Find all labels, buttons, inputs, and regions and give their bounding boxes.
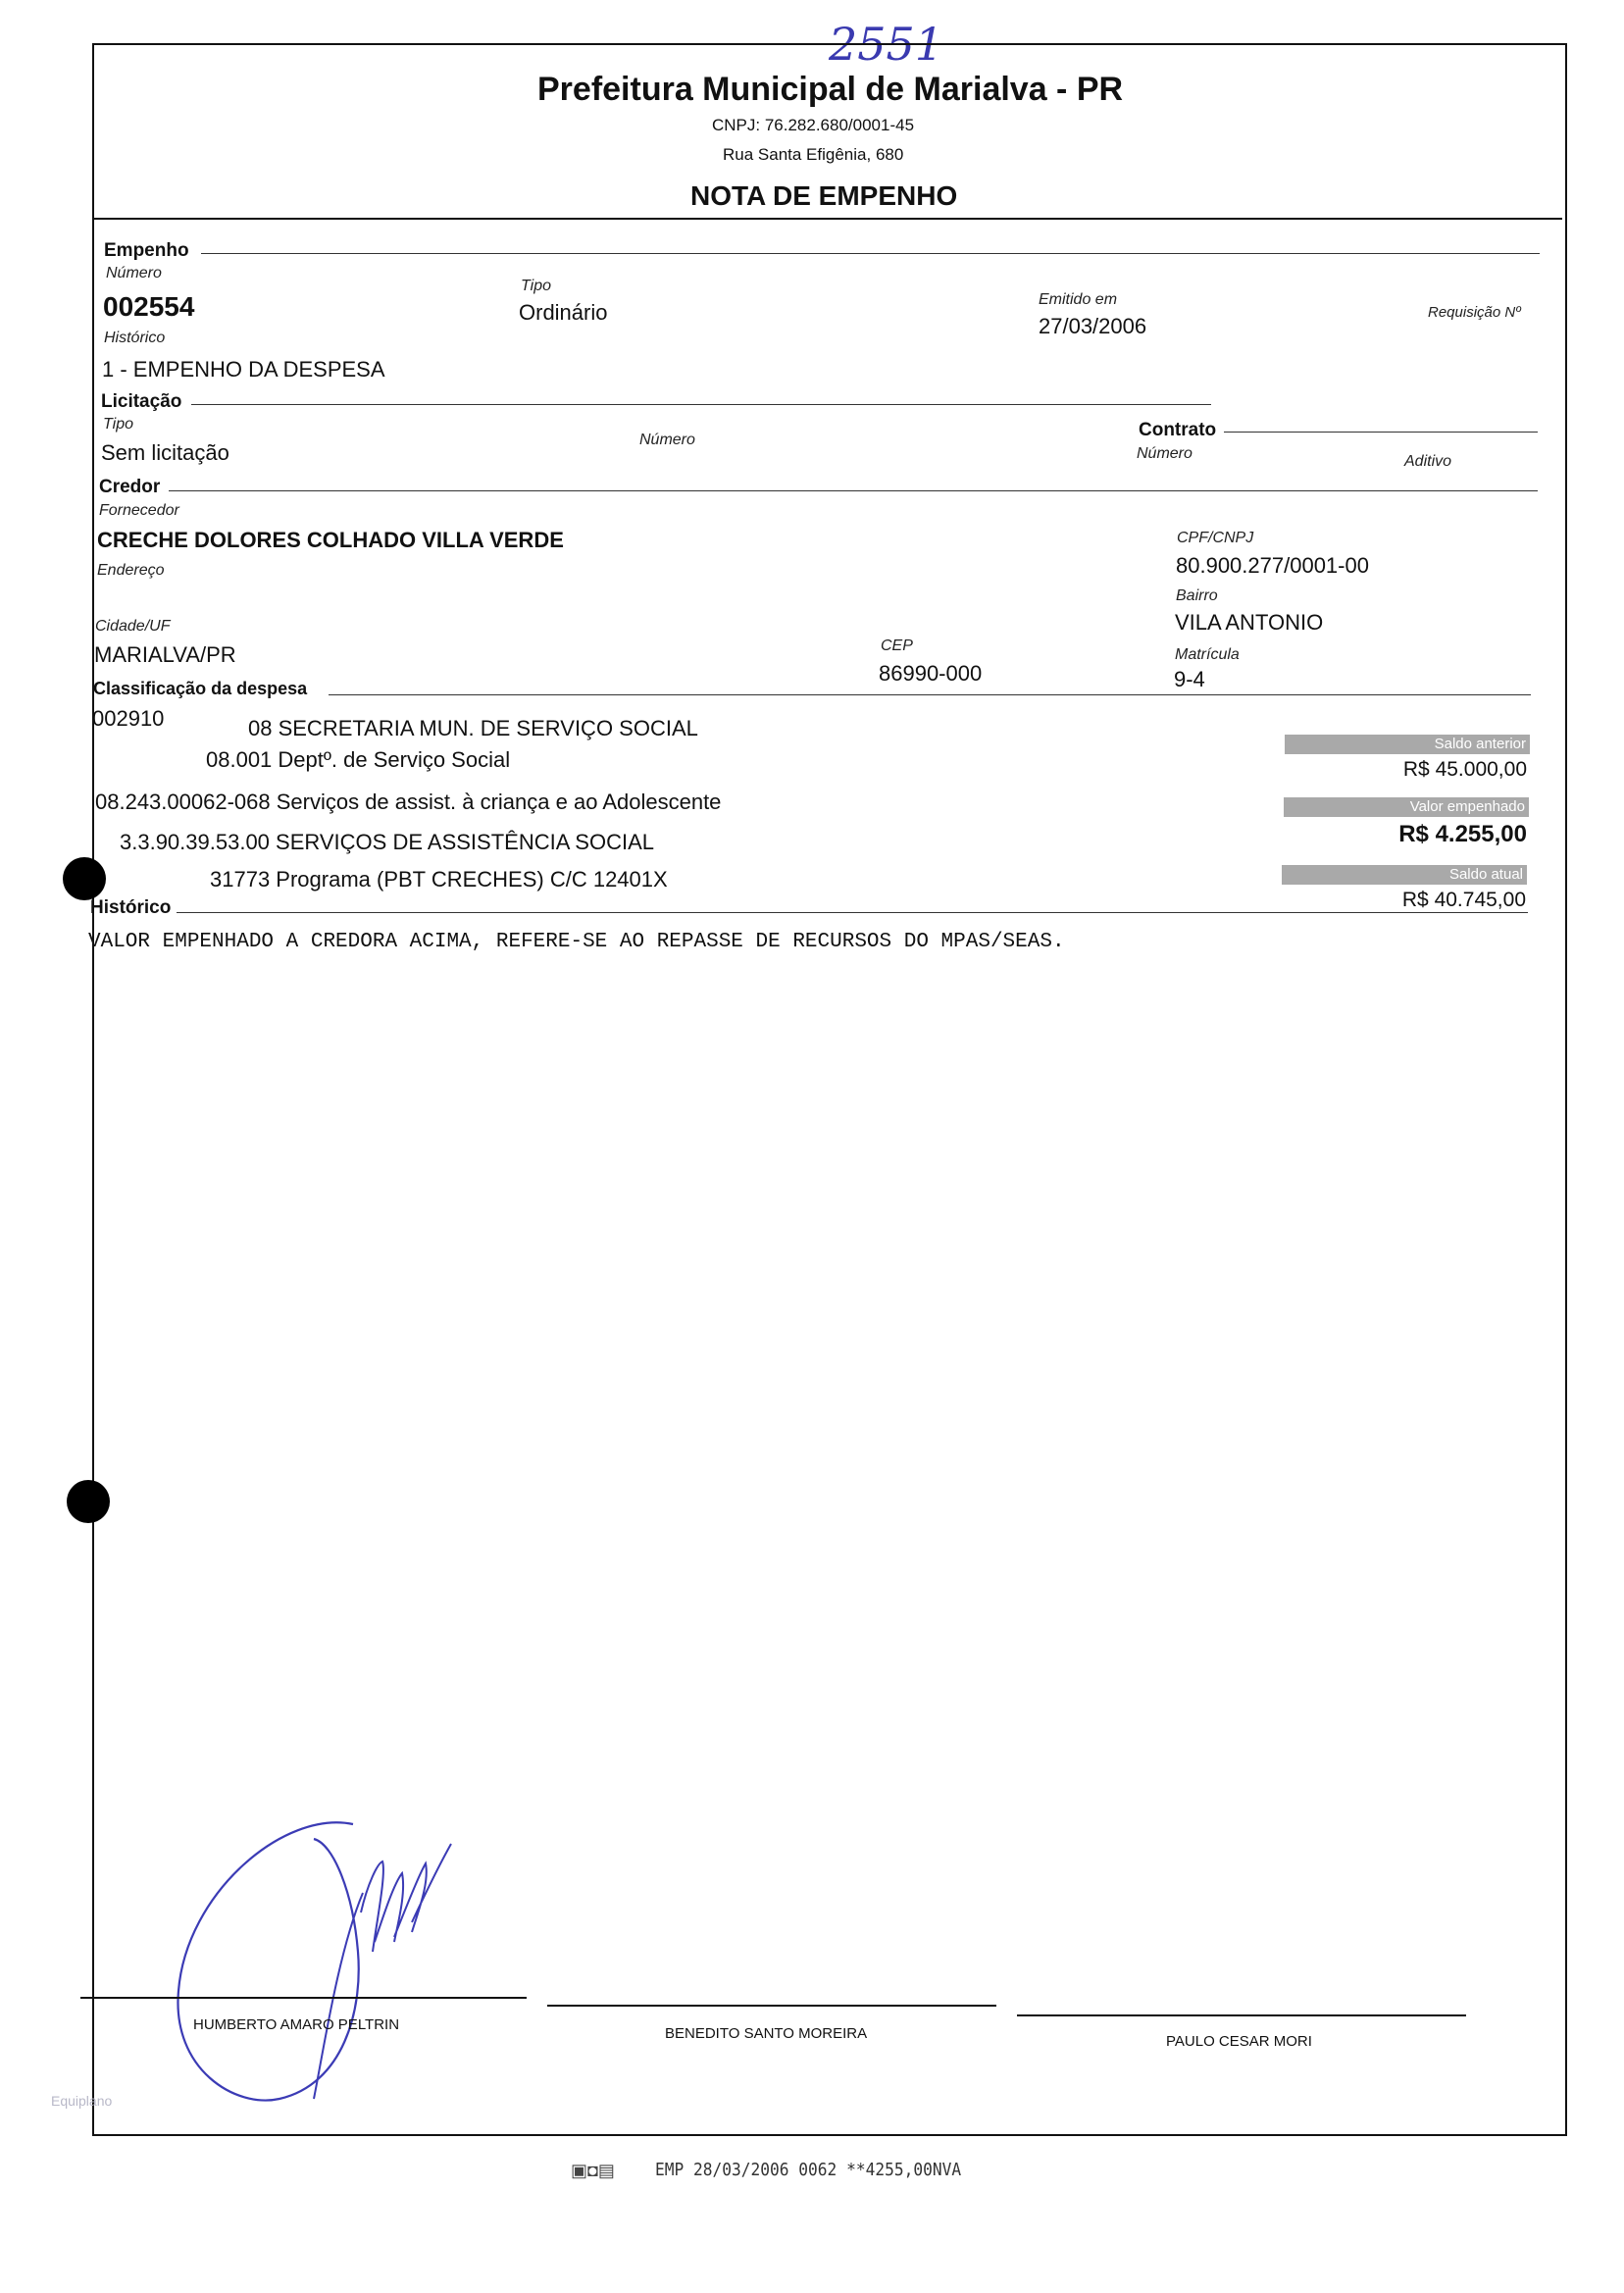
classificacao-line-2: 08.001 Deptº. de Serviço Social: [206, 747, 511, 772]
bairro-value: VILA ANTONIO: [1175, 610, 1324, 635]
section-licitacao: Licitação: [101, 391, 182, 412]
signature-line-2: [547, 2005, 996, 2007]
historico-rule: [177, 912, 1528, 913]
licitacao-tipo-label: Tipo: [103, 416, 133, 433]
classificacao-code: 002910: [92, 706, 165, 731]
empenho-numero-label: Número: [106, 265, 162, 281]
empenho-numero: 002554: [103, 291, 195, 322]
saldo-anterior-label: Saldo anterior: [1285, 735, 1530, 754]
cep-value: 86990-000: [879, 661, 983, 686]
document-title: NOTA DE EMPENHO: [690, 180, 958, 211]
licitacao-numero-label: Número: [639, 432, 695, 448]
cidade-label: Cidade/UF: [95, 618, 171, 635]
section-contrato: Contrato: [1139, 420, 1217, 440]
classificacao-line-5: 31773 Programa (PBT CRECHES) C/C 12401X: [210, 867, 668, 892]
footer-brand: Equiplano: [51, 2093, 113, 2109]
punch-hole-top: [63, 857, 106, 900]
empenho-historico-label: Histórico: [104, 330, 166, 346]
contrato-numero-label: Número: [1137, 445, 1193, 462]
classificacao-line-3: 08.243.00062-068 Serviços de assist. à criança e ao Adolescente: [95, 790, 722, 814]
fornecedor-name: CRECHE DOLORES COLHADO VILLA VERDE: [97, 528, 564, 552]
header-cnpj: CNPJ: 76.282.680/0001-45: [712, 116, 915, 134]
historico-text: VALOR EMPENHADO A CREDORA ACIMA, REFERE-SE AO REPASSE DE RECURSOS DO MPAS/SEAS.: [88, 931, 1065, 953]
requisicao-label: Requisição Nº: [1428, 304, 1521, 321]
classificacao-line-4: 3.3.90.39.53.00 SERVIÇOS DE ASSISTÊNCIA SOCIAL: [120, 830, 654, 854]
signature-name-1: HUMBERTO AMARO PELTRIN: [193, 2016, 400, 2033]
contrato-rule: [1224, 432, 1538, 433]
section-credor: Credor: [99, 477, 161, 497]
header-divider: [93, 218, 1562, 220]
valor-empenhado-value: R$ 4.255,00: [1398, 821, 1527, 847]
matricula-label: Matrícula: [1175, 646, 1240, 663]
cpf-label: CPF/CNPJ: [1177, 530, 1254, 546]
licitacao-tipo: Sem licitação: [101, 440, 229, 465]
empenho-tipo: Ordinário: [519, 300, 608, 325]
empenho-rule: [201, 253, 1540, 254]
saldo-anterior-value: R$ 45.000,00: [1402, 758, 1527, 781]
section-classificacao: Classificação da despesa: [93, 679, 308, 698]
section-historico: Histórico: [90, 897, 172, 918]
handwritten-number: 2551: [829, 18, 944, 71]
signature-name-2: BENEDITO SANTO MOREIRA: [665, 2025, 868, 2042]
fornecedor-label: Fornecedor: [99, 502, 179, 519]
header-address: Rua Santa Efigênia, 680: [723, 145, 904, 164]
classificacao-rule: [329, 694, 1531, 695]
punch-hole-bottom: [67, 1480, 110, 1523]
emitido-date: 27/03/2006: [1039, 314, 1147, 338]
bairro-label: Bairro: [1176, 587, 1218, 604]
cpf-value: 80.900.277/0001-00: [1176, 553, 1369, 578]
cep-label: CEP: [881, 637, 913, 654]
contrato-aditivo-label: Aditivo: [1404, 453, 1452, 470]
endereco-label: Endereço: [97, 562, 165, 579]
classificacao-line-1: 08 SECRETARIA MUN. DE SERVIÇO SOCIAL: [248, 716, 698, 740]
licitacao-rule: [191, 404, 1211, 405]
validation-stamp: EMP 28/03/2006 0062 **4255,00NVA: [655, 2160, 962, 2180]
credor-rule: [169, 490, 1538, 491]
stamp-logo-icon: ▣◘▤: [571, 2161, 615, 2180]
cidade-value: MARIALVA/PR: [94, 642, 236, 667]
section-empenho: Empenho: [104, 240, 189, 261]
page-title: Prefeitura Municipal de Marialva - PR: [537, 71, 1124, 108]
matricula-value: 9-4: [1174, 667, 1205, 691]
saldo-atual-value: R$ 40.745,00: [1401, 889, 1526, 911]
signature-line-1: [80, 1997, 527, 1999]
valor-empenhado-label: Valor empenhado: [1284, 797, 1529, 817]
emitido-label: Emitido em: [1039, 291, 1118, 308]
signature-line-3: [1017, 2014, 1466, 2016]
empenho-tipo-label: Tipo: [521, 278, 551, 294]
saldo-atual-label: Saldo atual: [1282, 865, 1527, 885]
signature-name-3: PAULO CESAR MORI: [1166, 2033, 1312, 2050]
empenho-historico: 1 - EMPENHO DA DESPESA: [102, 357, 385, 382]
signature-graphic: [167, 1805, 471, 2118]
